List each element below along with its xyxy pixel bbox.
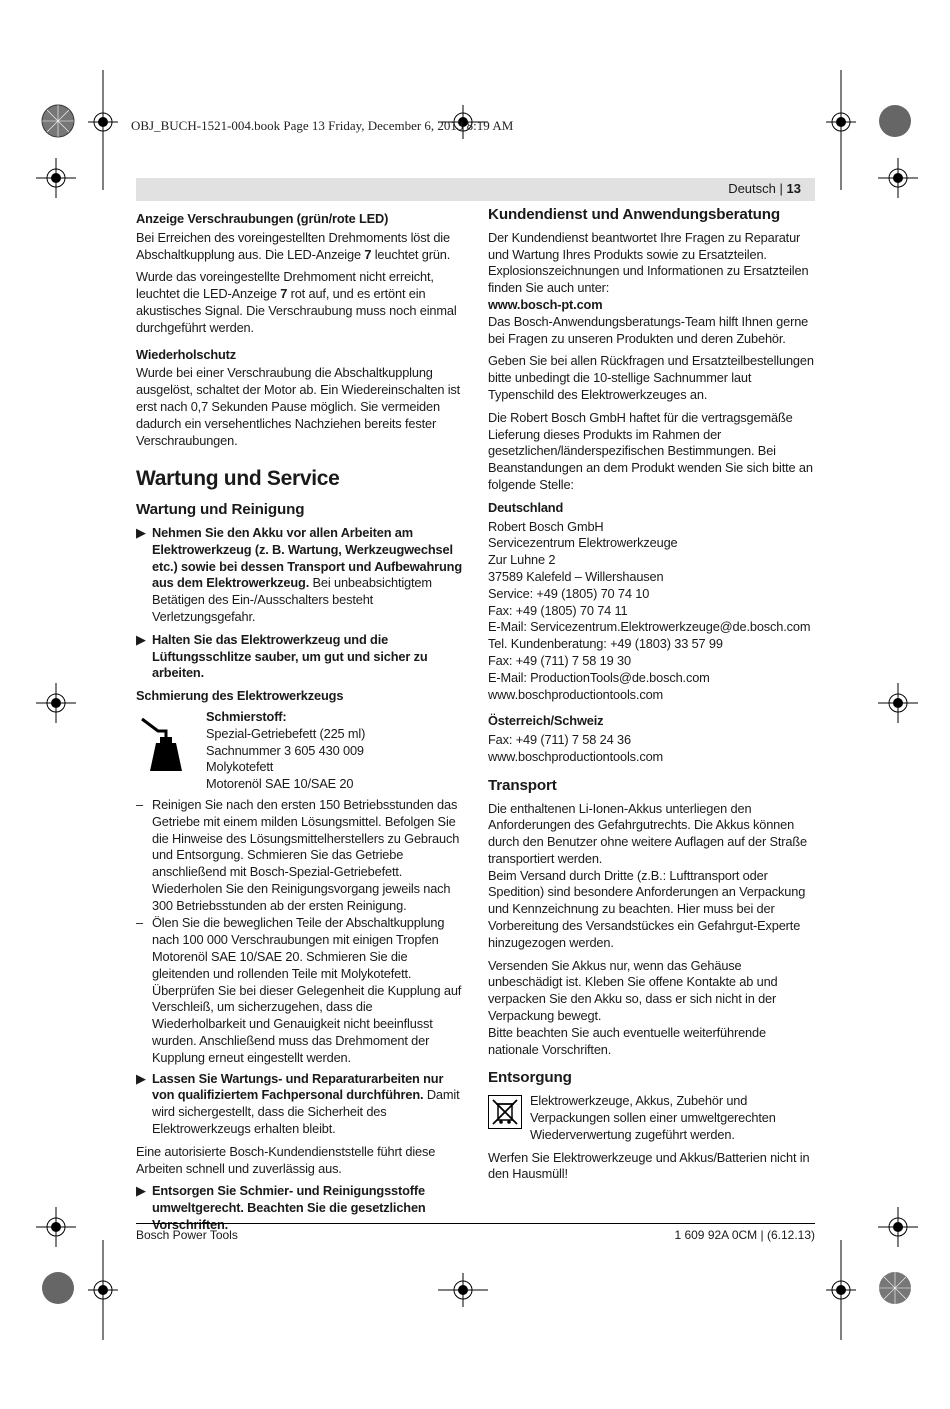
lubricant-box (136, 709, 466, 793)
arrow-icon: ▶ (136, 524, 146, 540)
crosshair-mark (826, 70, 856, 190)
safety-bullet: ▶ Nehmen Sie den Akku vor allen Arbeiten am Elektrowerkzeug (z. B. Wartung, Werkzeugwechsel etc.) sowie bei dessen Transport und Aufbewahrung aus dem Elektrowerkzeug. Bei unbeabsichtigtem Betätigen des Ein-/Ausschalters besteht Verletzungsgefahr. (136, 524, 463, 624)
service-heading: Wartung und Service (136, 467, 340, 491)
crossed-bin-icon (488, 1093, 522, 1143)
austria-address (488, 732, 818, 766)
customer-service-text: Das Bosch-Anwendungsberatungs-Team hilft Ihnen gerne bei Fragen zu unseren Produkten und deren Zubehör. (488, 313, 809, 346)
lubricant-line: Motorenöl SAE 10/SAE 20 (206, 776, 354, 792)
disposal-box (488, 1093, 818, 1143)
customer-service-text: Die Robert Bosch GmbH haftet für die vertragsgemäße Lieferung dieses Produkts im Rahmen der gesetzlichen/länderspezifischen Bestimmungen. Bei Beanstandungen an dem Produkt wenden Sie sich bitte an folgende Stelle: (488, 409, 813, 492)
lubricant-line: Molykotefett (206, 759, 274, 775)
address-line: Service: +49 (1805) 70 74 10 (488, 585, 650, 601)
registration-mark-bottom-left (40, 1270, 76, 1306)
lubrication-title: Schmierung des Elektrowerkzeugs (136, 688, 344, 704)
email-link[interactable]: E-Mail: ProductionTools@de.bosch.com (488, 669, 710, 685)
safety-bullet: ▶ Lassen Sie Wartungs- und Reparaturarbeiten nur von qualifiziertem Fachpersonal durchführen. Damit wird sichergestellt, dass die Sicherheit des Elektrowerkzeugs erhalten bleibt. (136, 1070, 460, 1137)
maintenance-heading: Wartung und Reinigung (136, 501, 305, 519)
address-line: Fax: +49 (711) 7 58 24 36 (488, 732, 631, 748)
lubricant-label: Schmierstoff: (206, 708, 287, 724)
left-column (136, 207, 466, 1240)
address-line: Zur Luhne 2 (488, 552, 556, 568)
website-link[interactable]: www.boschproductiontools.com (488, 686, 664, 702)
dash-item: – Reinigen Sie nach den ersten 150 Betriebsstunden das Getriebe mit einem milden Lösungsmittel. Befolgen Sie die Hinweise des Lösungsmittelherstellers zu Gebrauch und Entsorgung. Schmieren Sie das Getriebe anschließend mit Bosch-Spezial-Getriebefett. Wiederholen Sie den Reinigungsvorgang jeweils nach 300 Betriebsstunden ab der ersten Reinigung. (136, 796, 460, 913)
registration-mark-top-right (877, 103, 913, 139)
transport-text: Versenden Sie Akkus nur, wenn das Gehäuse unbeschädigt ist. Kleben Sie offene Kontakte ab und verpacken Sie den Akku so, dass er sich nicht in der Verpackung bewegt. (488, 957, 778, 1024)
transport-text: Beim Versand durch Dritte (z.B.: Lufttransport oder Spedition) sind besondere Anforderungen an Verpackung und Kennzeichnung zu beachten. Hier muss bei der Vorbereitung des Versandstückes ein Gefahrgut-Experte hinzugezogen werden. (488, 867, 806, 950)
crosshair-mark (878, 1207, 918, 1247)
lubricant-line: Sachnummer 3 605 430 009 (206, 742, 364, 758)
crosshair-mark (88, 1240, 118, 1340)
led-paragraph-1: Bei Erreichen des voreingestellten Drehmoments löst die Abschaltkupplung aus. Die LED-Anzeige 7 leuchtet grün. (136, 229, 451, 262)
crosshair-mark (36, 1207, 76, 1247)
page-number: 13 (786, 181, 801, 196)
address-line: Robert Bosch GmbH (488, 518, 604, 534)
led-paragraph-2: Wurde das voreingestellte Drehmoment nicht erreicht, leuchtet die LED-Anzeige 7 rot auf, und es ertönt ein akustisches Signal. Die Verschraubung muss noch einmal durchgeführt werden. (136, 269, 457, 335)
crosshair-mark (36, 683, 76, 723)
transport-text: Die enthaltenen Li-Ionen-Akkus unterliegen den Anforderungen des Gefahrgutrechts. Die Akkus können durch den Benutzer ohne weitere Auflagen auf der Straße transportiert werden. (488, 800, 807, 866)
crosshair-mark (438, 1273, 488, 1307)
customer-service-text: Geben Sie bei allen Rückfragen und Ersatzteilbestellungen bitte unbedingt die 10-stellige Sachnummer laut Typenschild des Elektrowerkzeuges an. (488, 353, 814, 402)
page-header (136, 178, 815, 201)
header-language: Deutsch (728, 181, 776, 196)
crosshair-mark (878, 683, 918, 723)
crosshair-mark (36, 158, 76, 198)
led-section-title: Anzeige Verschraubungen (grün/rote LED) (136, 211, 389, 226)
address-line: Servicezentrum Elektrowerkzeuge (488, 535, 678, 551)
address-line: Tel. Kundenberatung: +49 (1803) 33 57 99 (488, 636, 723, 652)
crosshair-mark (88, 70, 118, 190)
crosshair-mark (826, 1240, 856, 1340)
disposal-heading: Entsorgung (488, 1069, 572, 1087)
right-column (488, 207, 818, 1189)
disposal-text: Elektrowerkzeuge, Akkus, Zubehör und Verpackungen sollen einer umweltgerechten Wiederverwertung zugeführt werden. (530, 1093, 776, 1142)
address-line: Fax: +49 (1805) 70 74 11 (488, 602, 628, 618)
transport-text: Bitte beachten Sie auch eventuelle weiterführende nationale Vorschriften. (488, 1024, 766, 1057)
page-footer (136, 1223, 815, 1242)
address-line: 37589 Kalefeld – Willershausen (488, 568, 664, 584)
footer-document-number: 1 609 92A 0CM | (6.12.13) (674, 1228, 815, 1242)
country-germany-title: Deutschland (488, 499, 564, 515)
crosshair-mark (878, 158, 918, 198)
arrow-icon: ▶ (136, 1070, 146, 1086)
customer-service-text: Der Kundendienst beantwortet Ihre Fragen zu Reparatur und Wartung Ihres Produkts sowie zu Ersatzteilen. Explosionszeichnungen und Informationen zu Ersatzteilen finden Sie auch unter: (488, 229, 809, 296)
disposal-text: Werfen Sie Elektrowerkzeuge und Akkus/Batterien nicht in den Hausmüll! (488, 1149, 810, 1182)
safety-bullet: ▶ Halten Sie das Elektrowerkzeug und die Lüftungsschlitze sauber, um gut und sicher zu arbeiten. (136, 631, 428, 681)
print-slug: OBJ_BUCH-1521-004.book Page 13 Friday, December 6, 2013 8:19 AM (131, 118, 514, 133)
lubricant-line: Spezial-Getriebefett (225 ml) (206, 725, 366, 741)
dash-item: – Ölen Sie die beweglichen Teile der Abschaltkupplung nach 100 000 Verschraubungen mit einigen Tropfen Motorenöl SAE 10/SAE 20. Schmieren Sie die gleitenden und rollenden Teile mit Molykotefett. Überprüfen Sie bei dieser Gelegenheit die Kupplung auf Verschleiß, um sicherzugehen, dass die Wiederholbarkeit und Genauigkeit nicht beeinflusst wurden. Anschließend muss das Drehmoment der Kupplung erneut eingestellt werden. (136, 915, 462, 1065)
safety-bullet: ▶ Entsorgen Sie Schmier- und Reinigungsstoffe umweltgerecht. Beachten Sie die gesetzlichen Vorschriften. (136, 1183, 426, 1233)
registration-mark-bottom-right (877, 1270, 913, 1306)
transport-heading: Transport (488, 776, 557, 794)
germany-address (488, 519, 818, 704)
repeat-protection-text: Wurde bei einer Verschraubung die Abschaltkupplung ausgelöst, schaltet der Motor ab. Ein Wiedereinschalten ist erst nach 0,7 Sekunden Pause möglich. Sie vermeiden dadurch ein versehentliches Nachziehen bereits fester Verschraubungen. (136, 365, 461, 448)
oil-can-icon (136, 709, 196, 793)
bosch-pt-link[interactable]: www.bosch-pt.com (488, 296, 603, 312)
customer-service-heading: Kundendienst und Anwendungsberatung (488, 206, 781, 223)
arrow-icon: ▶ (136, 1183, 146, 1199)
registration-mark-top-left (40, 103, 76, 139)
address-line: Fax: +49 (711) 7 58 19 30 (488, 652, 631, 668)
country-austria-switzerland-title: Österreich/Schweiz (488, 713, 604, 729)
authorized-service-text: Eine autorisierte Bosch-Kundendienststelle führt diese Arbeiten schnell und zuverlässig aus. (136, 1143, 436, 1176)
header-separator: | (779, 181, 783, 196)
repeat-protection-title: Wiederholschutz (136, 346, 237, 362)
arrow-icon: ▶ (136, 631, 146, 647)
website-link[interactable]: www.boschproductiontools.com (488, 748, 664, 764)
email-link[interactable]: E-Mail: Servicezentrum.Elektrowerkzeuge@de.bosch.com (488, 619, 811, 635)
footer-brand: Bosch Power Tools (136, 1228, 238, 1242)
